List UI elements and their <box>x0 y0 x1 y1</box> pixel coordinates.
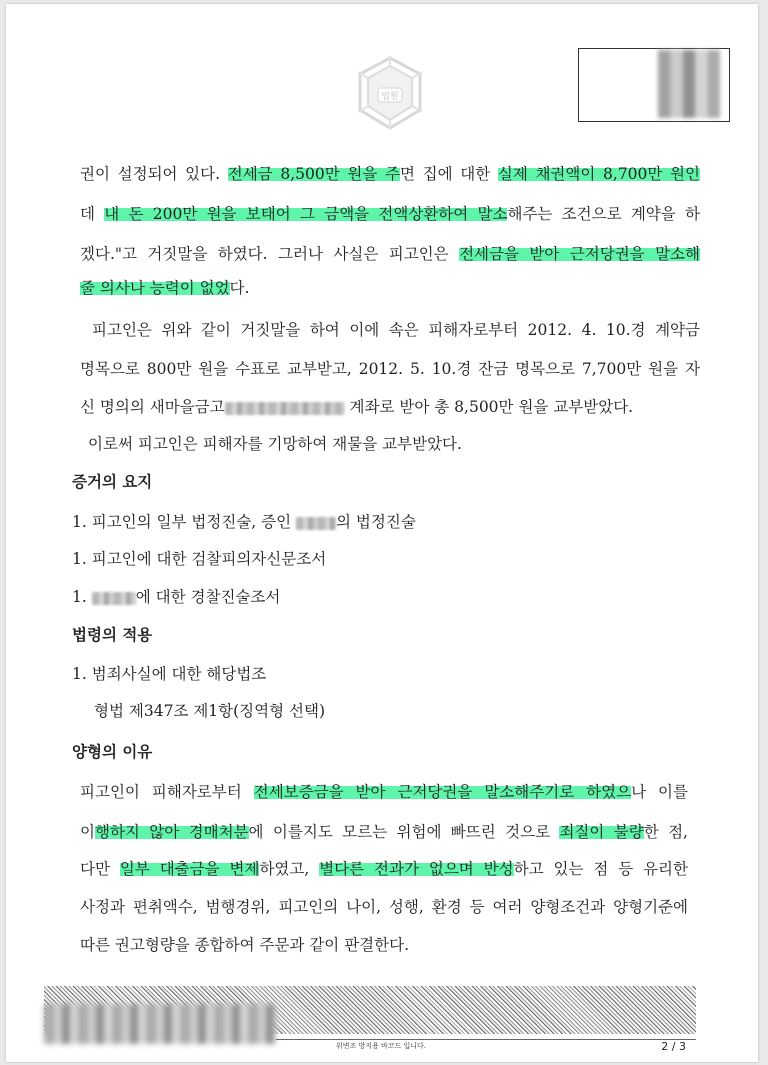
redacted-text <box>225 402 345 415</box>
sentencing-line <box>80 822 688 842</box>
sentencing-heading: 양형의 이유 <box>72 743 153 761</box>
text-segment: 하였고, <box>259 860 320 878</box>
evidence-heading: 증거의 요지 <box>72 473 153 491</box>
court-seal-icon <box>352 54 428 132</box>
highlighted-text: 전세보증금을 받아 근저당권을 말소해주기로 하였으 <box>253 783 632 801</box>
barcode-note: 위변조 방지용 바코드 입니다. <box>335 1042 427 1050</box>
highlighted-text: 행하지 않아 경매처분 <box>94 823 249 841</box>
sentencing-line <box>80 859 688 879</box>
text-segment: 한 점, <box>643 823 688 841</box>
text-segment: 1. 피고인에 대한 검찰피의자신문조서 <box>72 550 327 568</box>
text-segment: 형법 제347조 제1항(징역형 선택) <box>94 702 326 720</box>
evidence-item <box>72 587 692 607</box>
body-line <box>80 204 700 224</box>
redacted-document-id <box>658 50 720 118</box>
law-item <box>72 664 692 684</box>
text-segment: 계좌로 받아 총 8,500만 원을 교부받았다. <box>344 398 634 416</box>
law-heading: 법령의 적용 <box>72 626 153 644</box>
seal-label: 법원 <box>381 92 399 102</box>
text-segment: 권이 설정되어 있다. <box>80 165 228 183</box>
body-line <box>80 359 700 379</box>
body-line <box>80 397 700 417</box>
redacted-footer-info <box>44 1004 276 1044</box>
text-segment: 피고인은 위와 같이 거짓말을 하여 이에 속은 피해자로부터 2012. 4. 10.경 계약금 <box>92 321 700 339</box>
highlighted-text: 별다른 전과가 없으며 반성 <box>319 860 514 878</box>
evidence-item <box>72 549 692 569</box>
text-segment: 피고인이 피해자로부터 <box>80 783 254 801</box>
sentencing-line <box>80 782 688 802</box>
sentencing-line <box>80 897 688 917</box>
text-segment: 1. 피고인의 일부 법정진술, 증인 <box>72 513 297 531</box>
law-item <box>94 701 714 721</box>
body-line <box>80 164 700 184</box>
body-line <box>80 278 700 298</box>
text-segment: 다. <box>229 279 250 297</box>
redacted-text <box>296 517 336 530</box>
text-segment: 에 이를지도 모르는 위험에 빠뜨린 것으로 <box>248 823 560 841</box>
text-segment: 나 이를 <box>631 783 688 801</box>
text-segment: 데 <box>80 205 105 223</box>
text-segment: 사정과 편취액수, 범행경위, 피고인의 나이, 성행, 환경 등 여러 양형조건과 양형기준에 <box>80 898 688 916</box>
text-segment: 1. <box>72 588 92 606</box>
highlighted-text: 일부 대출금을 변제 <box>119 860 260 878</box>
highlighted-text: 내 돈 200만 원을 보태어 그 금액을 전액상환하여 말소 <box>104 205 508 223</box>
highlighted-text: 전세금을 받아 근저당권을 말소해 <box>459 245 700 263</box>
highlighted-text: 전세금 8,500만 원을 주 <box>227 165 400 183</box>
text-segment: 명목으로 800만 원을 수표로 교부받고, 2012. 5. 10.경 잔금 명목으로 7,700만 원을 자 <box>80 360 700 378</box>
highlighted-text: 실제 채권액이 8,700만 원인 <box>497 165 700 183</box>
body-line <box>80 244 700 264</box>
highlighted-text: 죄질이 불량 <box>559 823 644 841</box>
evidence-item <box>72 512 692 532</box>
text-segment: 겠다."고 거짓말을 하였다. 그러나 사실은 피고인은 <box>80 245 460 263</box>
sentencing-line <box>80 935 700 955</box>
text-segment: 해주는 조건으로 계약을 하 <box>507 205 700 223</box>
text-segment: 다만 <box>80 860 120 878</box>
body-line <box>92 320 700 340</box>
text-segment: 의 법정진술 <box>336 513 416 531</box>
text-segment: 1. 범죄사실에 대한 해당법조 <box>72 665 267 683</box>
text-segment: 신 명의의 새마을금고 <box>80 398 225 416</box>
page-number: 2 / 3 <box>661 1040 686 1053</box>
document-page <box>6 4 758 1062</box>
text-segment: 이로써 피고인은 피해자를 기망하여 재물을 교부받았다. <box>88 435 462 453</box>
highlighted-text: 줄 의사나 능력이 없었 <box>80 279 230 297</box>
text-segment: 에 대한 경찰진술조서 <box>135 588 281 606</box>
text-segment: 이 <box>80 823 95 841</box>
redacted-text <box>92 592 136 605</box>
body-line <box>88 434 708 454</box>
text-segment: 따른 권고형량을 종합하여 주문과 같이 판결한다. <box>80 936 410 954</box>
text-segment: 면 집에 대한 <box>399 165 498 183</box>
text-segment: 하고 있는 점 등 유리한 <box>513 860 688 878</box>
